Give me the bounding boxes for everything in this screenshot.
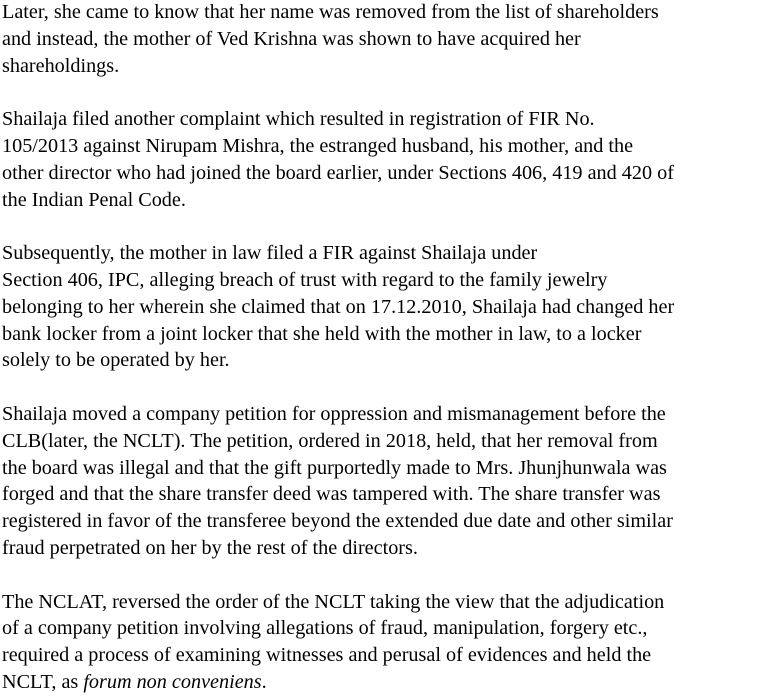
text-line: the Indian Penal Code. [2, 188, 186, 211]
text-line: other director who had joined the board earlier, under Sections 406, 419 and 420 of [2, 161, 674, 184]
text-line: registered in favor of the transferee beyond the extended due date and other similar [2, 510, 673, 533]
final-line-suffix: . [261, 670, 267, 693]
final-line-prefix: NCLT, as [2, 670, 84, 693]
paragraph-mother-in-law-fir [2, 240, 782, 374]
text-line: shareholdings. [2, 54, 120, 77]
text-line: Subsequently, the mother in law filed a FIR against Shailaja under [2, 242, 538, 265]
paragraph-shareholders [2, 0, 782, 79]
paragraph-nclat-reversal [2, 589, 782, 696]
text-line: bank locker from a joint locker that she held with the mother in law, to a locker [2, 322, 642, 345]
text-line: Shailaja moved a company petition for oppression and mismanagement before the [2, 402, 666, 425]
text-line: forged and that the share transfer deed was tampered with. The share transfer was [2, 483, 661, 506]
text-line: of a company petition involving allegations of fraud, manipulation, forgery etc., [2, 617, 648, 640]
text-line: and instead, the mother of Ved Krishna was shown to have acquired her [2, 27, 581, 50]
text-line: the board was illegal and that the gift purportedly made to Mrs. Jhunjhunwala was [2, 456, 667, 479]
text-line: CLB(later, the NCLT). The petition, ordered in 2018, held, that her removal from [2, 429, 658, 452]
text-line: 105/2013 against Nirupam Mishra, the estranged husband, his mother, and the [2, 134, 634, 157]
text-line: Section 406, IPC, alleging breach of trust with regard to the family jewelry [2, 268, 608, 291]
text-line: The NCLAT, reversed the order of the NCLT taking the view that the adjudication [2, 590, 665, 613]
text-line-final [2, 669, 782, 696]
text-line: Shailaja filed another complaint which resulted in registration of FIR No. [2, 108, 595, 131]
paragraph-company-petition [2, 401, 782, 562]
italic-term: forum non conveniens [83, 670, 262, 693]
text-line: required a process of examining witnesses and perusal of evidences and held the [2, 644, 652, 667]
text-line: belonging to her wherein she claimed that on 17.12.2010, Shailaja had changed her [2, 295, 675, 318]
paragraph-fir-complaint [2, 106, 782, 213]
text-line: Later, she came to know that her name was removed from the list of shareholders [2, 1, 659, 23]
text-line: fraud perpetrated on her by the rest of the directors. [2, 536, 418, 559]
text-line: solely to be operated by her. [2, 349, 230, 372]
